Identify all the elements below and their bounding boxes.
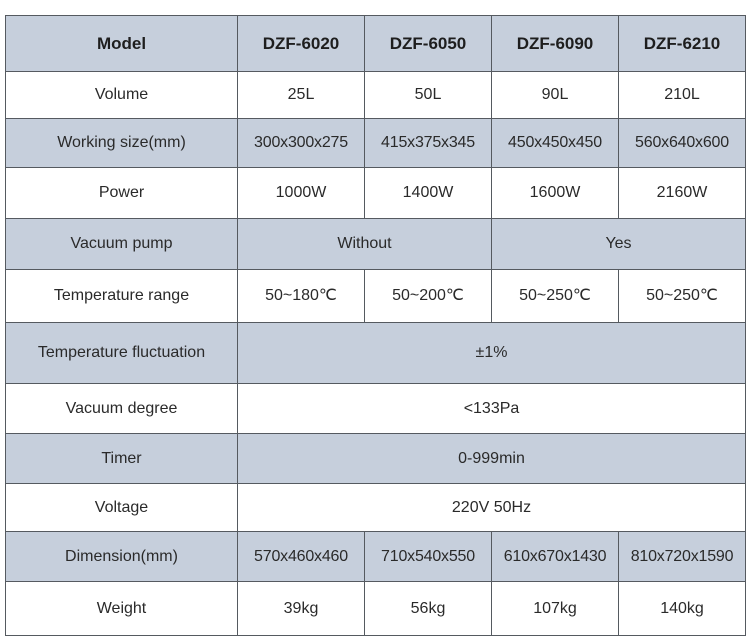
power-row (6, 168, 746, 219)
row-label: Temperature fluctuation (6, 323, 238, 384)
cell: 810x720x1590 (619, 532, 746, 582)
cell: Without (238, 219, 492, 270)
cell: 220V 50Hz (238, 484, 746, 532)
working-size-row (6, 119, 746, 168)
cell: 50~250℃ (492, 270, 619, 323)
row-label: Weight (6, 582, 238, 636)
cell: 1400W (365, 168, 492, 219)
cell: 210L (619, 72, 746, 119)
cell: 50~180℃ (238, 270, 365, 323)
header-label: Model (6, 16, 238, 72)
temperature-fluctuation-row (6, 323, 746, 384)
timer-row (6, 434, 746, 484)
cell: ±1% (238, 323, 746, 384)
row-label: Vacuum degree (6, 384, 238, 434)
vacuum-degree-row (6, 384, 746, 434)
specification-table (5, 15, 746, 636)
cell: 56kg (365, 582, 492, 636)
row-label: Dimension(mm) (6, 532, 238, 582)
header-row (6, 16, 746, 72)
model-dzf-6050: DZF-6050 (365, 16, 492, 72)
vacuum-pump-row (6, 219, 746, 270)
cell: 1600W (492, 168, 619, 219)
cell: 710x540x550 (365, 532, 492, 582)
cell: 300x300x275 (238, 119, 365, 168)
model-dzf-6090: DZF-6090 (492, 16, 619, 72)
cell: 415x375x345 (365, 119, 492, 168)
row-label: Vacuum pump (6, 219, 238, 270)
cell: <133Pa (238, 384, 746, 434)
cell: 0-999min (238, 434, 746, 484)
cell: 50L (365, 72, 492, 119)
cell: 570x460x460 (238, 532, 365, 582)
model-dzf-6210: DZF-6210 (619, 16, 746, 72)
cell: 25L (238, 72, 365, 119)
volume-row (6, 72, 746, 119)
weight-row (6, 582, 746, 636)
cell: 1000W (238, 168, 365, 219)
dimension-row (6, 532, 746, 582)
model-dzf-6020: DZF-6020 (238, 16, 365, 72)
row-label: Voltage (6, 484, 238, 532)
cell: 140kg (619, 582, 746, 636)
cell: 560x640x600 (619, 119, 746, 168)
temperature-range-row (6, 270, 746, 323)
cell: 450x450x450 (492, 119, 619, 168)
row-label: Temperature range (6, 270, 238, 323)
cell: 610x670x1430 (492, 532, 619, 582)
cell: 2160W (619, 168, 746, 219)
spec-table-container (5, 15, 746, 636)
row-label: Working size(mm) (6, 119, 238, 168)
cell: 50~200℃ (365, 270, 492, 323)
cell: 50~250℃ (619, 270, 746, 323)
cell: 39kg (238, 582, 365, 636)
cell: 107kg (492, 582, 619, 636)
cell: Yes (492, 219, 746, 270)
row-label: Power (6, 168, 238, 219)
cell: 90L (492, 72, 619, 119)
voltage-row (6, 484, 746, 532)
row-label: Volume (6, 72, 238, 119)
row-label: Timer (6, 434, 238, 484)
